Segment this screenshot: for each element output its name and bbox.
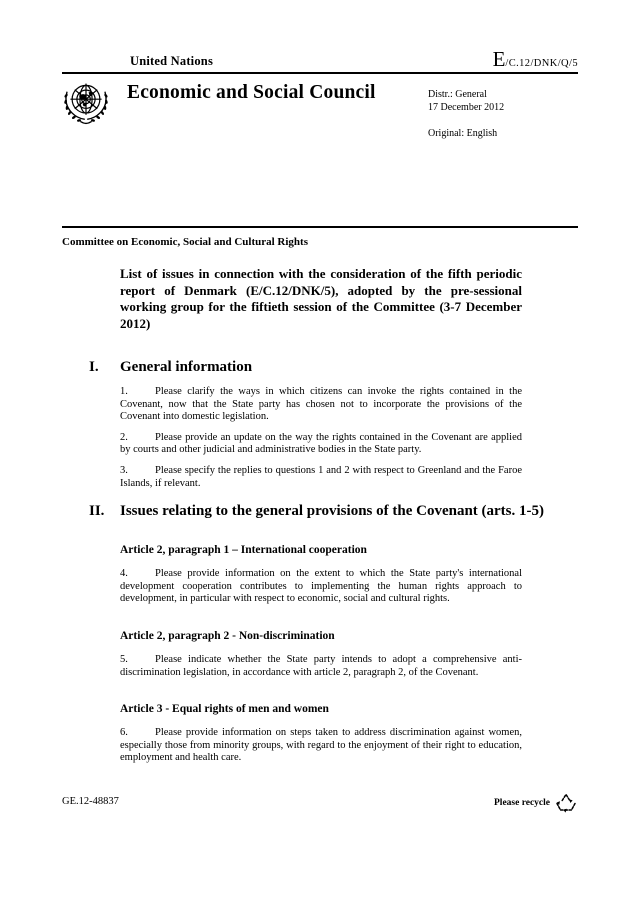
paragraph-text: Please provide an update on the way the rights contained in the Covenant are applied by courts and other judicial and administrative bodies in the State party. [120,431,522,456]
recycle-label: Please recycle [494,798,550,808]
paragraph-text: Please provide information on the extent to which the State party's international development cooperation contributes to implementing the human rights approach to development, in particular with respect to economic, social and cultural rights. [120,568,522,605]
date-line: 17 December 2012 [428,102,505,113]
document-body [62,266,578,773]
article-subheading: Article 2, paragraph 2 - Non-discrimination [120,629,335,642]
paragraph-number: 3. [120,464,128,476]
section-numeral: II. [89,503,105,520]
numbered-paragraph [120,465,522,490]
document-title: List of issues in connection with the consideration of the fifth periodic report of Denmark (E/C.12/DNK/5), adopted by the pre-sessional working group for the fiftieth session of the Committee (3-7 December 2012) [120,266,522,331]
paragraph-number: 5. [120,653,128,665]
committee-name: Committee on Economic, Social and Cultural Rights [62,236,308,248]
org-name: United Nations [130,54,214,68]
numbered-paragraph [120,727,522,765]
paragraph-text: Please provide information on steps taken to address discrimination against women, especially those from minority groups, with regard to the enjoyment of their right to education, employment and health care. [120,727,522,764]
document-symbol-number: /C.12/DNK/Q/5 [505,58,578,69]
paragraph-text: Please clarify the ways in which citizens can invoke the rights contained in the Covenant, now that the State party has chosen not to incorporate the provisions of the Covenant into domestic legislation. [120,386,522,423]
council-title: Economic and Social Council [127,82,376,103]
document-meta [428,88,504,140]
document-section [62,502,578,765]
sections-container [62,358,578,765]
numbered-paragraph [120,386,522,424]
paragraph-text: Please specify the replies to questions 1 and 2 with respect to Greenland and the Faroe Islands, if relevant. [120,464,522,489]
un-emblem-icon [60,77,112,137]
document-symbol-series: E [492,47,506,71]
meta-spacer [428,114,504,127]
header-rule-top [62,72,578,74]
original-language-line: Original: English [428,128,498,139]
paragraph-number: 2. [120,431,128,443]
numbered-paragraph [120,654,522,679]
section-heading-text: General information [120,359,253,375]
footer-reference-number: GE.12-48837 [62,796,119,807]
section-heading [89,502,545,520]
recycle-icon [554,791,578,815]
document-symbol [493,49,578,70]
header-rule-bottom [62,226,578,228]
article-subheading: Article 3 - Equal rights of men and women [120,703,329,716]
section-numeral: I. [89,359,99,375]
numbered-paragraph [120,568,522,606]
paragraph-number: 4. [120,568,128,580]
distr-line: Distr.: General [428,89,487,100]
paragraph-number: 6. [120,727,128,739]
document-section [62,358,578,490]
section-heading [89,358,544,376]
section-heading-text: Issues relating to the general provisions of the Covenant (arts. 1-5) [120,503,545,520]
recycle-notice [494,791,578,815]
numbered-paragraph [120,432,522,457]
paragraph-number: 1. [120,386,128,397]
paragraph-text: Please indicate whether the State party intends to adopt a comprehensive anti-discrimination legislation, in accordance with article 2, paragraph 2, of the Covenant. [120,653,522,678]
article-subheading: Article 2, paragraph 1 – International cooperation [120,544,367,557]
